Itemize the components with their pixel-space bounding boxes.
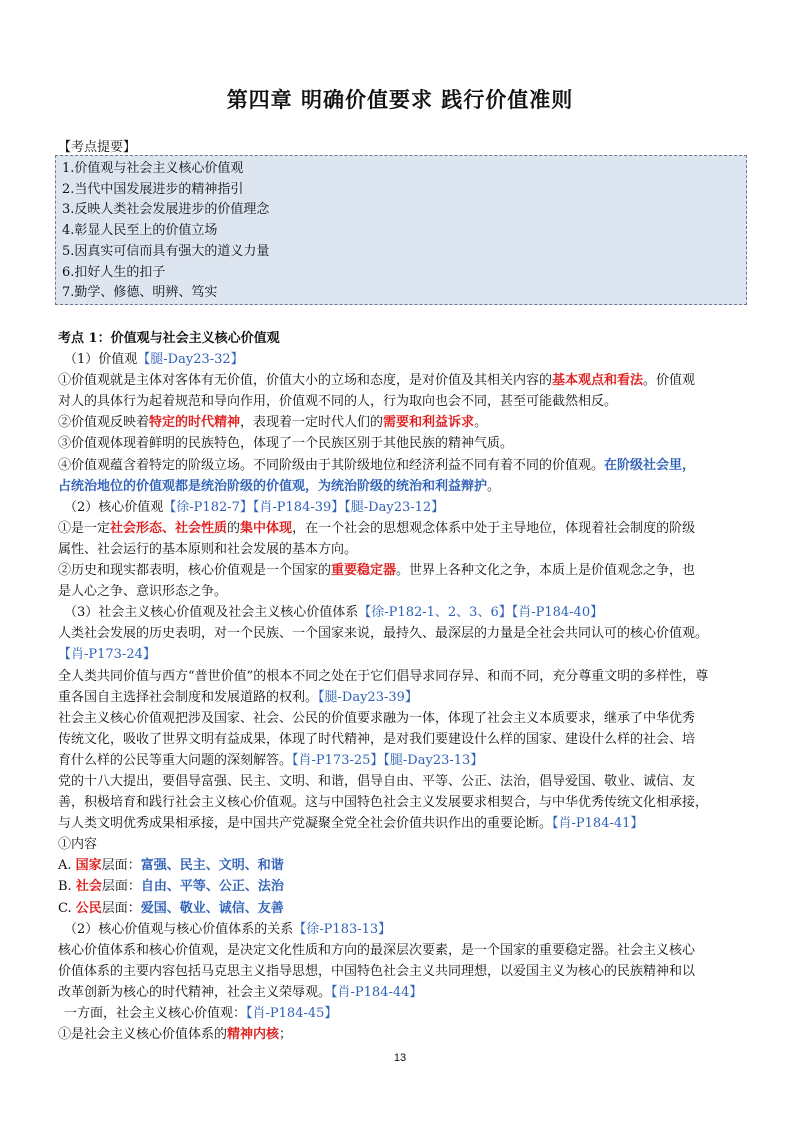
text-run: 自由、平等、公正、法治 bbox=[140, 879, 284, 895]
key-term: 国家 bbox=[75, 858, 102, 874]
text-run: 全人类共同价值与西方“普世价值”的根本不同之处在于它们倡导求同存异、和而不同，充分尊重文明的多样性，尊 bbox=[58, 668, 709, 684]
summary-item: 6.扣好人生的扣子 bbox=[62, 264, 166, 280]
summary-item: 3.反映人类社会发展进步的价值理念 bbox=[62, 202, 270, 218]
text-run: 人类社会发展的历史表明，对一个民族、一个国家来说，最持久、最深层的力量是全社会共同认可的核心价值观。 bbox=[58, 626, 709, 642]
text-run: 育什么样的公民等重大问题的深刻解答。 bbox=[58, 752, 293, 768]
key-term: 基本观点和看法 bbox=[552, 373, 644, 389]
text-run: 的 bbox=[227, 520, 241, 536]
summary-item: 4.彰显人民至上的价值立场 bbox=[62, 223, 218, 239]
summary-box bbox=[55, 155, 747, 305]
text-run: ①价值观就是主体对客体有无价值，价值大小的立场和态度，是对价值及其相关内容的 bbox=[58, 373, 553, 389]
key-term: 集中体现 bbox=[240, 520, 293, 536]
text-run: 与人类文明优秀成果相承接，是中国共产党凝聚全党全社会价值共识作出的重要论断。 bbox=[58, 816, 553, 832]
text-line bbox=[58, 940, 748, 961]
text-run: ②历史和现实都表明，核心价值观是一个国家的 bbox=[58, 563, 332, 579]
text-run: 在阶级社会里， bbox=[604, 457, 696, 473]
text-run: ②价值观反映着 bbox=[58, 415, 150, 431]
text-line bbox=[58, 412, 748, 433]
text-run: 社会主义核心价值观把涉及国家、社会、公民的价值要求融为一体，体现了社会主义本质要求，继承了中华优秀 bbox=[58, 710, 696, 726]
text-run: 善，积极培育和践行社会主义核心价值观。这与中国特色社会主义发展要求相契合，与中华优秀传统文化相承接， bbox=[58, 795, 709, 811]
text-line bbox=[58, 729, 748, 750]
text-run: 。 bbox=[487, 478, 501, 494]
text-run: 重各国自主选择社会制度和发展道路的权利。 bbox=[58, 689, 319, 705]
text-run: 层面： bbox=[101, 879, 141, 895]
reference-tag: 【徐-P182-7】【肖-P184-39】【腿-Day23-12】 bbox=[163, 499, 445, 515]
summary-item: 5.因真实可信而具有强大的道义力量 bbox=[62, 243, 270, 259]
reference-tag: 【肖-P184-44】 bbox=[331, 984, 423, 1000]
text-run: ①是社会主义核心价值体系的 bbox=[58, 1027, 228, 1043]
text-line bbox=[58, 771, 748, 792]
text-line bbox=[58, 476, 748, 497]
text-line bbox=[58, 708, 748, 729]
text-line bbox=[58, 687, 748, 708]
text-line bbox=[58, 391, 748, 412]
text-line bbox=[58, 349, 748, 370]
text-line bbox=[58, 370, 748, 391]
text-line bbox=[58, 518, 748, 539]
text-run: ，表现着一定时代人们的 bbox=[240, 415, 384, 431]
text-line bbox=[58, 898, 748, 919]
text-run: 一方面，社会主义核心价值观： bbox=[64, 1006, 247, 1021]
key-term: 精神内核 bbox=[227, 1027, 280, 1043]
text-run: 属性、社会运行的基本原则和社会发展的基本方向。 bbox=[58, 541, 358, 557]
reference-tag: 【肖-P173-25】【腿-Day23-13】 bbox=[292, 752, 484, 768]
text-line bbox=[58, 455, 748, 476]
key-term: 特定的时代精神 bbox=[149, 415, 241, 431]
text-run: B. bbox=[58, 879, 76, 895]
key-term: 社会 bbox=[75, 879, 102, 895]
summary-item: 1.价值观与社会主义核心价值观 bbox=[62, 161, 244, 176]
text-line bbox=[58, 792, 748, 813]
text-run: 富强、民主、文明、和谐 bbox=[140, 858, 284, 874]
chapter-title: 第四章 明确价值要求 践行价值准则 bbox=[226, 87, 574, 112]
text-line bbox=[58, 982, 748, 1003]
text-run: ①是一定 bbox=[58, 520, 111, 536]
text-run: ④价值观蕴含着特定的阶级立场。不同阶级由于其阶级地位和经济利益不同有着不同的价值观。 bbox=[58, 457, 605, 473]
text-run: 是人心之争、意识形态之争。 bbox=[58, 584, 228, 600]
text-run: ①内容 bbox=[58, 837, 98, 853]
text-run: （2）核心价值观与核心价值体系的关系 bbox=[64, 921, 294, 937]
text-line bbox=[58, 750, 748, 771]
text-line bbox=[58, 813, 748, 834]
summary-item: 7.勤学、修德、明辨、笃实 bbox=[62, 285, 218, 301]
reference-tag: 【徐-P182-1、2、3、6】【肖-P184-40】 bbox=[358, 605, 604, 621]
text-run: 占统治地位的价值观都是统治阶级的价值观，为统治阶级的统治和利益辩护 bbox=[58, 478, 488, 494]
text-run: 党的十八大提出，要倡导富强、民主、文明、和谐，倡导自由、平等、公正、法治，倡导爱国、敬业、诚信、友 bbox=[58, 773, 696, 789]
text-run: 层面： bbox=[101, 900, 141, 916]
text-run: （2）核心价值观 bbox=[64, 499, 164, 515]
text-line bbox=[58, 623, 748, 644]
text-run: A. bbox=[58, 858, 76, 874]
text-line bbox=[58, 602, 748, 623]
text-line bbox=[58, 1024, 748, 1045]
text-line bbox=[58, 581, 748, 602]
text-run: 爱国、敬业、诚信、友善 bbox=[140, 900, 284, 916]
text-line bbox=[58, 961, 748, 982]
reference-tag: 【肖-P173-24】 bbox=[58, 647, 156, 663]
text-run: ； bbox=[279, 1027, 293, 1043]
text-run: C. bbox=[58, 900, 76, 916]
text-run: 。价值观 bbox=[643, 373, 696, 389]
text-run: ③价值观体现着鲜明的民族特色，体现了一个民族区别于其他民族的精神气质。 bbox=[58, 436, 514, 452]
reference-tag: 【肖-P184-45】 bbox=[246, 1006, 338, 1021]
key-term: 社会形态、社会性质 bbox=[110, 520, 228, 536]
reference-tag: 【腿-Day23-39】 bbox=[318, 689, 418, 705]
text-line bbox=[58, 1003, 748, 1024]
text-line bbox=[58, 876, 748, 897]
text-line bbox=[58, 666, 748, 687]
key-term: 重要稳定器 bbox=[331, 563, 397, 579]
reference-tag: 【肖-P184-41】 bbox=[552, 816, 644, 832]
reference-tag: 【腿-Day23-32】 bbox=[137, 352, 244, 368]
text-run: 价值体系的主要内容包括马克思主义指导思想，中国特色社会主义共同理想，以爱国主义为核心的民族精神和以 bbox=[58, 963, 696, 979]
text-line bbox=[58, 497, 748, 518]
text-line bbox=[58, 855, 748, 876]
reference-tag: 【徐-P183-13】 bbox=[293, 921, 392, 937]
text-line bbox=[58, 560, 748, 581]
text-line bbox=[58, 433, 748, 454]
text-run: （1）价值观 bbox=[64, 352, 138, 368]
section-heading bbox=[58, 328, 748, 349]
summary-label: 【考点提要】 bbox=[58, 140, 137, 155]
text-run: 对人的具体行为起着规范和导向作用，价值观不同的人，行为取向也会不同，甚至可能截然相反。 bbox=[58, 394, 618, 410]
text-run: 核心价值体系和核心价值观，是决定文化性质和方向的最深层次要素，是一个国家的重要稳定器。社会主义核心 bbox=[58, 942, 696, 958]
text-run: 层面： bbox=[101, 858, 141, 874]
text-line bbox=[58, 539, 748, 560]
text-line bbox=[58, 644, 748, 665]
text-run: 。 bbox=[474, 415, 488, 431]
text-run: ，在一个社会的思想观念体系中处于主导地位，体现着社会制度的阶级 bbox=[292, 520, 696, 536]
text-run: 传统文化，吸收了世界文明有益成果，体现了时代精神，是对我们要建设什么样的国家、建设什么样的社会、培 bbox=[58, 731, 696, 747]
summary-item: 2.当代中国发展进步的精神指引 bbox=[62, 181, 244, 197]
text-run: 考点 1：价值观与社会主义核心价值观 bbox=[58, 331, 280, 346]
text-run: 。世界上各种文化之争，本质上是价值观念之争，也 bbox=[396, 563, 696, 579]
text-run: 改革创新为核心的时代精神，社会主义荣辱观。 bbox=[58, 984, 332, 1000]
page-number: 13 bbox=[393, 1052, 407, 1064]
text-run: （3）社会主义核心价值观及社会主义核心价值体系 bbox=[64, 605, 359, 621]
key-term: 公民 bbox=[75, 900, 102, 916]
text-line bbox=[58, 834, 748, 855]
text-line bbox=[58, 919, 748, 940]
key-term: 需要和利益诉求 bbox=[383, 415, 475, 431]
document-body bbox=[58, 328, 748, 1045]
